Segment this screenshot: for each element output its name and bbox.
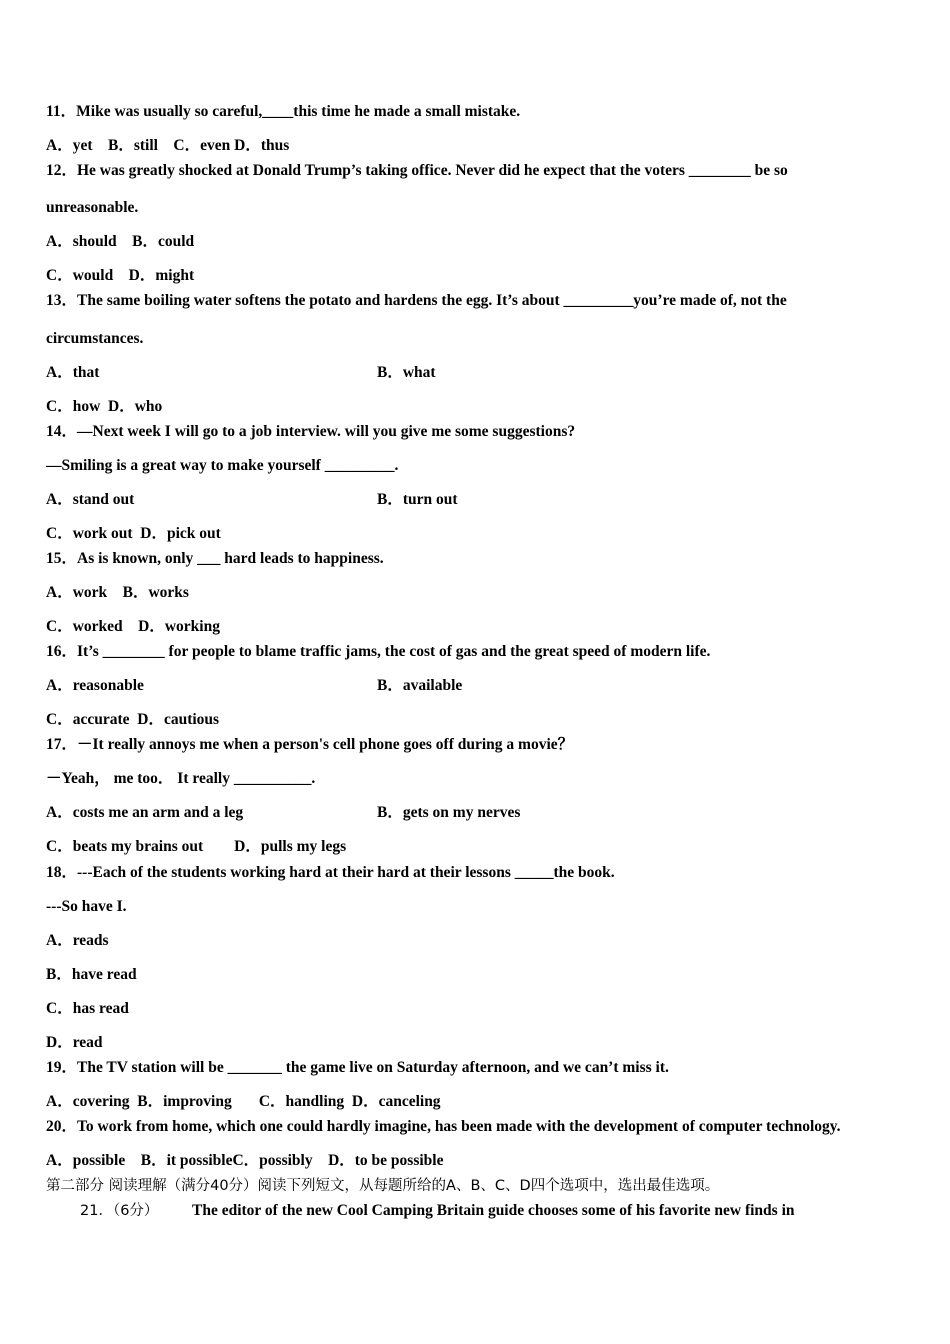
question-20-stem: 20．To work from home, which one could hardly imagine, has been made with the development of computer technology. [46,1118,841,1135]
question-12-stem-continued: unreasonable. [46,199,139,216]
section-2-heading: 第二部分 阅读理解（满分40分）阅读下列短文，从每题所给的A、B、C、D四个选项中，选出最佳选项。 [46,1178,720,1194]
question-13-stem-continued: circumstances. [46,330,144,347]
question-17-reply: －Yeah， me too． It really __________. [46,770,316,787]
question-21-text: The editor of the new Cool Camping Britain guide chooses some of his favorite new finds in [192,1202,795,1219]
question-17-option-a: A．costs me an arm and a leg [46,804,244,821]
question-14-option-b: B．turn out [377,491,458,508]
question-16-option-a: A．reasonable [46,677,144,694]
question-14-reply: —Smiling is a great way to make yourself _________. [46,457,399,474]
question-18-option-a: A．reads [46,932,109,949]
question-16-option-b: B．available [377,677,463,694]
question-15-stem: 15．As is known, only ___ hard leads to happiness. [46,550,384,567]
question-21-number: 21．（6分） [80,1203,159,1219]
question-18-option-c: C．has read [46,1000,129,1017]
question-17-option-b: B．gets on my nerves [377,804,521,821]
question-11-stem: 11．Mike was usually so careful,____this time he made a small mistake. [46,103,521,120]
question-12-options-ab: A．should B．could [46,233,195,250]
question-19-stem: 19．The TV station will be _______ the game live on Saturday afternoon, and we can’t miss it. [46,1059,669,1076]
question-13-stem: 13．The same boiling water softens the potato and hardens the egg. It’s about _________you’re made of, not the [46,292,787,309]
question-13-options-cd: C．how D．who [46,398,163,415]
question-14-options-cd: C．work out D．pick out [46,525,221,542]
question-18-reply: ---So have I. [46,898,127,915]
question-12-options-cd: C．would D．might [46,267,195,284]
question-18-stem: 18．---Each of the students working hard at their hard at their lessons _____the book. [46,864,615,881]
question-15-options-ab: A．work B．works [46,584,189,601]
question-19-options: A．covering B．improving C．handling D．canceling [46,1093,441,1110]
question-12-stem: 12．He was greatly shocked at Donald Trump’s taking office. Never did he expect that the voters ________ be so [46,162,788,179]
question-18-option-b: B．have read [46,966,137,983]
question-17-stem: 17．－It really annoys me when a person's cell phone goes off during a movie？ [46,736,574,753]
question-15-options-cd: C．worked D．working [46,618,220,635]
question-11-options: A．yet B．still C．even D．thus [46,137,290,154]
question-14-stem: 14．—Next week I will go to a job interview. will you give me some suggestions? [46,423,576,440]
question-14-option-a: A．stand out [46,491,135,508]
question-16-stem: 16．It’s ________ for people to blame traffic jams, the cost of gas and the great speed of modern life. [46,643,711,660]
question-13-option-b: B．what [377,364,436,381]
question-17-options-cd: C．beats my brains out D．pulls my legs [46,838,347,855]
question-13-option-a: A．that [46,364,100,381]
question-20-options: A．possible B．it possibleC．possibly D．to be possible [46,1152,444,1169]
question-18-option-d: D．read [46,1034,103,1051]
question-16-options-cd: C．accurate D．cautious [46,711,220,728]
